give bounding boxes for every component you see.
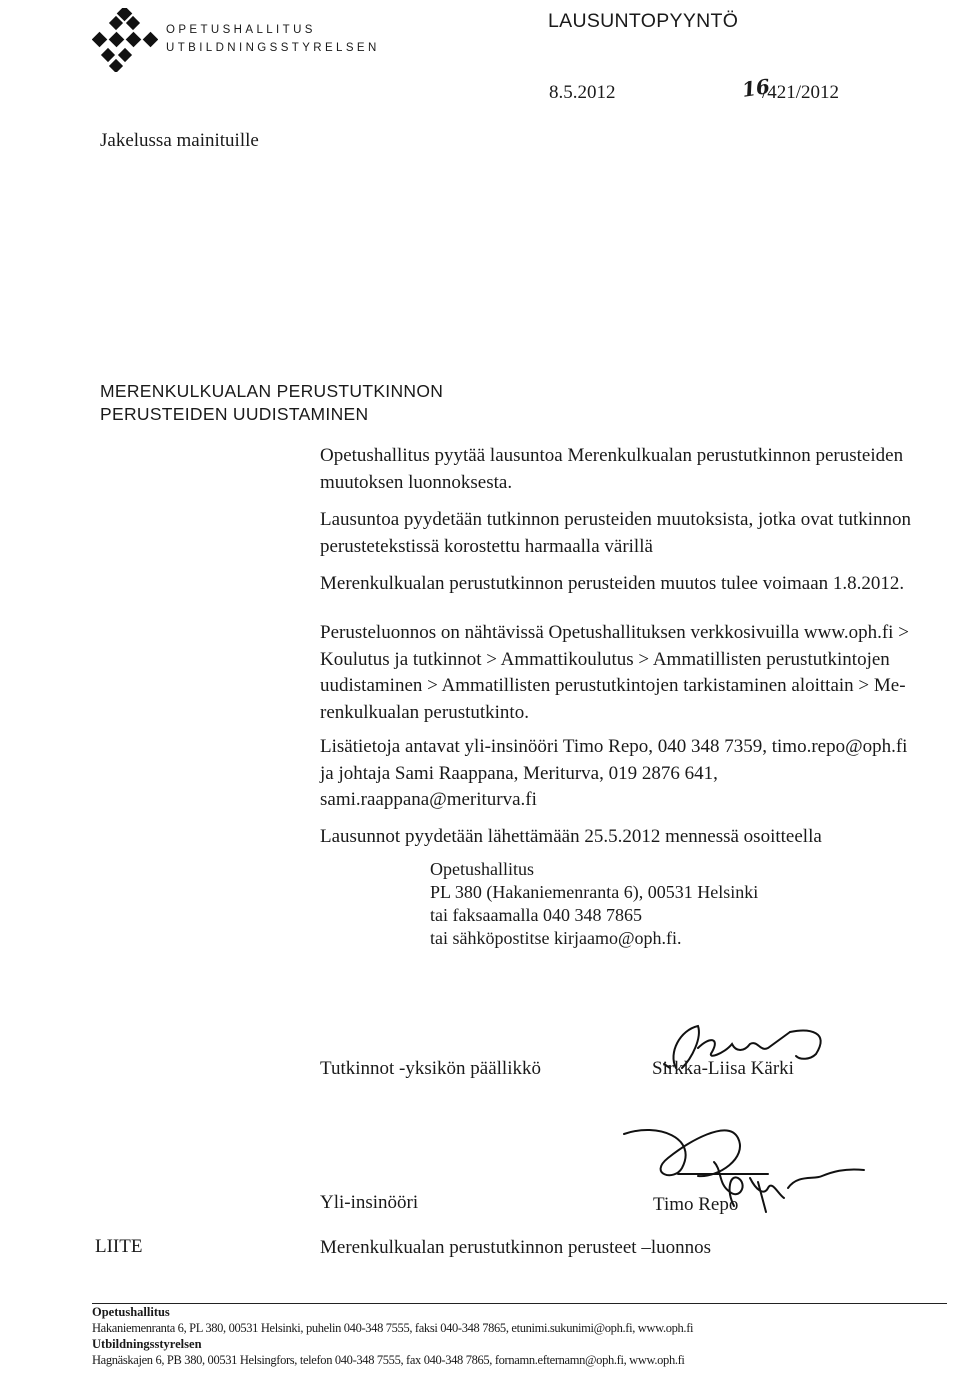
paragraph-deadline	[320, 824, 940, 851]
handwritten-ref-number: 16	[740, 74, 772, 102]
postal-address	[430, 858, 930, 950]
text-line: perustetekstissä korostettu harmaalla värillä	[320, 535, 653, 557]
text-line: Koulutus ja tutkinnot > Ammattikoulutus > Ammatillisten perustutkintojen	[320, 648, 890, 670]
org-name-fi: OPETUSHALLITUS	[166, 24, 316, 36]
subject-line-2: PERUSTEIDEN UUDISTAMINEN	[100, 404, 369, 424]
document-date: 8.5.2012	[549, 82, 616, 103]
document-type: LAUSUNTOPYYNTÖ	[548, 10, 739, 32]
address-line: PL 380 (Hakaniemenranta 6), 00531 Helsinki	[430, 882, 759, 902]
paragraph-contacts	[320, 734, 940, 814]
paragraph-effective-date	[320, 571, 940, 598]
text-line: Merenkulkualan perustutkinnon perusteiden muutos tulee voimaan 1.8.2012.	[320, 573, 905, 594]
text-line: Lausunnot pyydetään lähettämään 25.5.2012 mennessä osoitteella	[320, 826, 822, 847]
address-line: tai faksaamalla 040 348 7865	[430, 905, 642, 925]
org-name-sv: UTBILDNINGSSTYRELSEN	[166, 42, 380, 54]
attachment-label: LIITE	[95, 1236, 143, 1257]
text-line: Lisätietoja antavat yli-insinööri Timo Repo, 040 348 7359, timo.repo@oph.fi	[320, 736, 908, 757]
attachment-text: Merenkulkualan perustutkinnon perusteet –luonnos	[320, 1237, 712, 1258]
footer-org-fi: Opetushallitus	[92, 1305, 170, 1319]
signer-2-name: Timo Repo	[653, 1194, 739, 1215]
text-line: Perusteluonnos on nähtävissä Opetushallituksen verkkosivuilla www.oph.fi >	[320, 622, 909, 643]
footer-contact-sv: Hagnäskajen 6, PB 380, 00531 Helsingfors, telefon 040-348 7555, fax 040-348 7865, fornamn.efternamn@oph.fi, www.oph.fi	[92, 1353, 685, 1367]
text-line: Opetushallitus pyytää lausuntoa Merenkulkualan perustutkinnon perusteiden	[320, 445, 904, 466]
paragraph-website	[320, 620, 940, 726]
paragraph-scope	[320, 507, 940, 560]
text-line: renkulkualan perustutkinto.	[320, 701, 529, 723]
text-line: sami.raappana@meriturva.fi	[320, 789, 537, 810]
text-line: ja johtaja Sami Raappana, Meriturva, 019 2876 641,	[320, 762, 718, 784]
signer-2-title: Yli-insinööri	[320, 1192, 419, 1213]
opetushallitus-logo	[92, 8, 158, 72]
signer-1-title: Tutkinnot -yksikön päällikkö	[320, 1058, 541, 1079]
footer-contact-fi: Hakaniemenranta 6, PL 380, 00531 Helsinki, puhelin 040-348 7555, faksi 040-348 7865, etunimi.sukunimi@oph.fi, www.oph.fi	[92, 1321, 694, 1335]
reference-number: /421/2012	[762, 82, 840, 103]
signer-1-name: Sirkka-Liisa Kärki	[652, 1058, 794, 1079]
text-line: muutoksen luonnoksesta.	[320, 471, 513, 493]
paragraph-request	[320, 443, 940, 496]
text-line: uudistaminen > Ammatillisten perustutkintojen tarkistaminen aloittain > Me-	[320, 675, 906, 696]
address-line: Opetushallitus	[430, 859, 534, 879]
text-line: Lausuntoa pyydetään tutkinnon perusteiden muutoksista, jotka ovat tutkinnon	[320, 509, 912, 530]
footer-divider	[92, 1303, 947, 1304]
subject-line-1: MERENKULKUALAN PERUSTUTKINNON	[100, 381, 444, 401]
recipient: Jakelussa mainituille	[100, 130, 259, 151]
address-line: tai sähköpostitse kirjaamo@oph.fi.	[430, 928, 682, 948]
footer-org-sv: Utbildningsstyrelsen	[92, 1337, 202, 1351]
